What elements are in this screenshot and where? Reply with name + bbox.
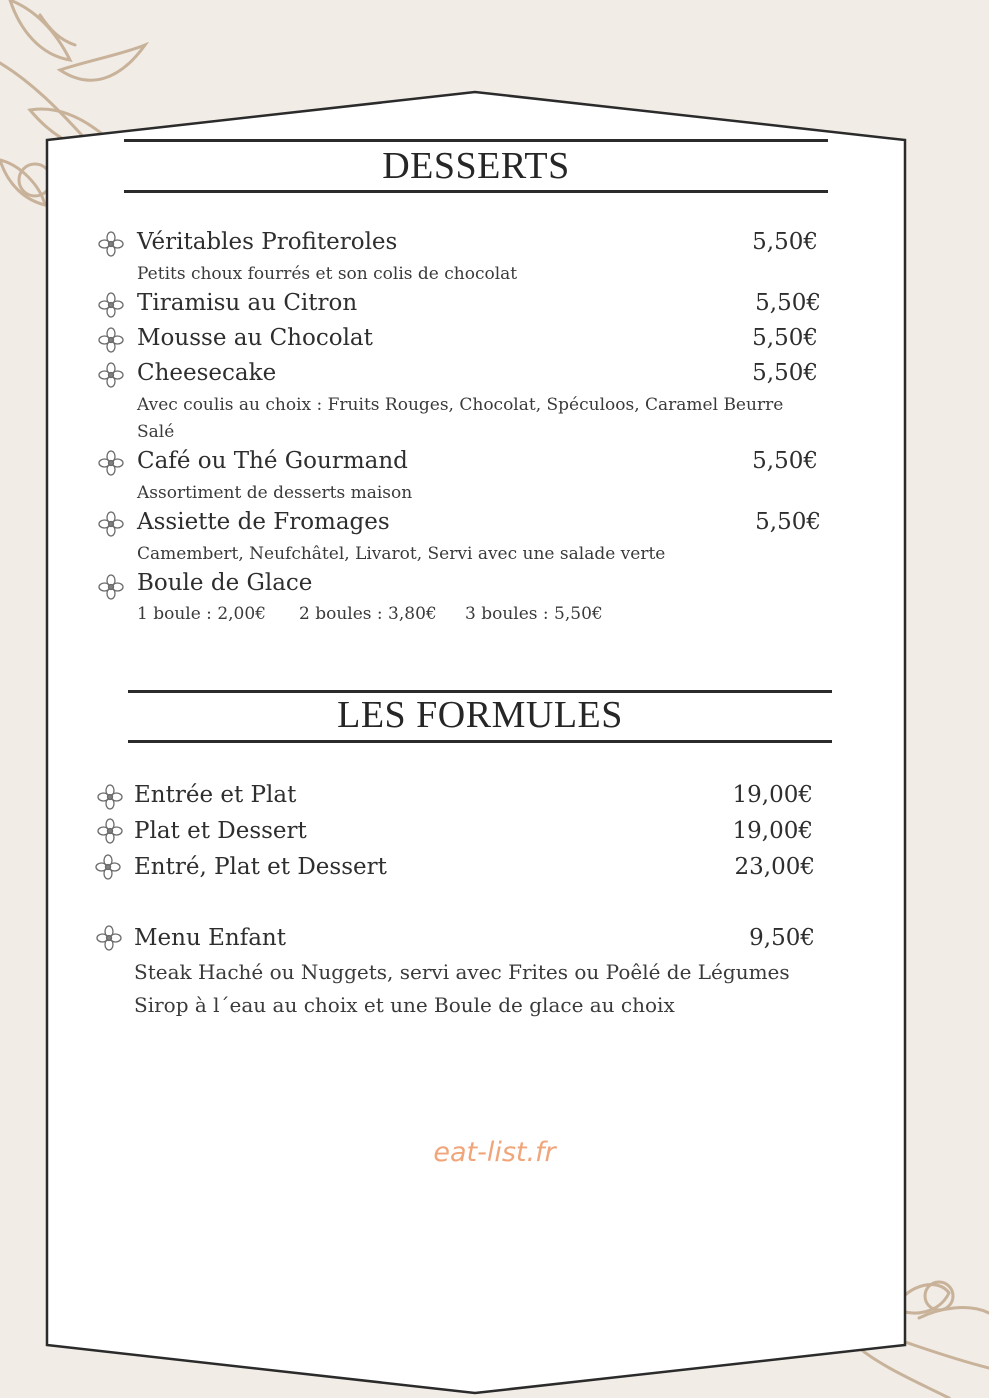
formule-price: 9,50€ <box>749 925 815 951</box>
dessert-price: 5,50€ <box>752 360 818 386</box>
formule-price: 23,00€ <box>734 854 815 880</box>
dessert-name: Café ou Thé Gourmand <box>137 448 408 474</box>
dessert-description: Camembert, Neufchâtel, Livarot, Servi avec une salade verte <box>137 544 666 564</box>
glace-option: 2 boules : 3,80€ <box>299 604 437 624</box>
section-rule <box>124 139 828 142</box>
flower-icon <box>97 818 123 844</box>
dessert-description: Avec coulis au choix : Fruits Rouges, Chocolat, Spéculoos, Caramel Beurre Salé <box>137 395 784 442</box>
flower-icon <box>98 362 124 388</box>
flower-icon <box>98 450 124 476</box>
formule-price: 19,00€ <box>732 818 813 844</box>
dessert-price: 5,50€ <box>752 325 818 351</box>
dessert-name: Véritables Profiteroles <box>137 229 398 255</box>
dessert-description: Assortiment de desserts maison <box>137 483 413 503</box>
glace-option: 3 boules : 5,50€ <box>465 604 603 624</box>
dessert-name: Cheesecake <box>137 360 277 386</box>
formule-description: Steak Haché ou Nuggets, servi avec Frites ou Poêlé de Légumes <box>134 960 790 984</box>
dessert-price: 5,50€ <box>755 509 821 535</box>
flower-icon <box>98 511 124 537</box>
watermark: eat-list.fr <box>433 1137 556 1168</box>
dessert-price: 5,50€ <box>755 290 821 316</box>
desserts-title: DESSERTS <box>382 145 570 187</box>
flower-icon <box>98 327 124 353</box>
dessert-name: Tiramisu au Citron <box>137 290 358 316</box>
formule-name: Menu Enfant <box>134 925 286 951</box>
flower-icon <box>97 784 123 810</box>
glace-option: 1 boule : 2,00€ <box>137 604 266 624</box>
formule-price: 19,00€ <box>732 782 813 808</box>
section-rule <box>124 190 828 193</box>
flower-icon <box>98 574 124 600</box>
section-rule <box>128 740 832 743</box>
dessert-name: Mousse au Chocolat <box>137 325 373 351</box>
formule-name: Entré, Plat et Dessert <box>134 854 387 880</box>
formule-name: Plat et Dessert <box>134 818 307 844</box>
dessert-description: Petits choux fourrés et son colis de chocolat <box>137 264 518 284</box>
flower-icon <box>98 231 124 257</box>
flower-icon <box>96 925 122 951</box>
flower-icon <box>95 854 121 880</box>
flower-icon <box>98 292 124 318</box>
dessert-price: 5,50€ <box>752 229 818 255</box>
dessert-name: Assiette de Fromages <box>137 509 390 535</box>
formules-title: LES FORMULES <box>337 694 623 736</box>
formule-name: Entrée et Plat <box>134 782 297 808</box>
dessert-price: 5,50€ <box>752 448 818 474</box>
dessert-name: Boule de Glace <box>137 570 313 596</box>
formule-description: Sirop à l´eau au choix et une Boule de glace au choix <box>134 993 675 1017</box>
